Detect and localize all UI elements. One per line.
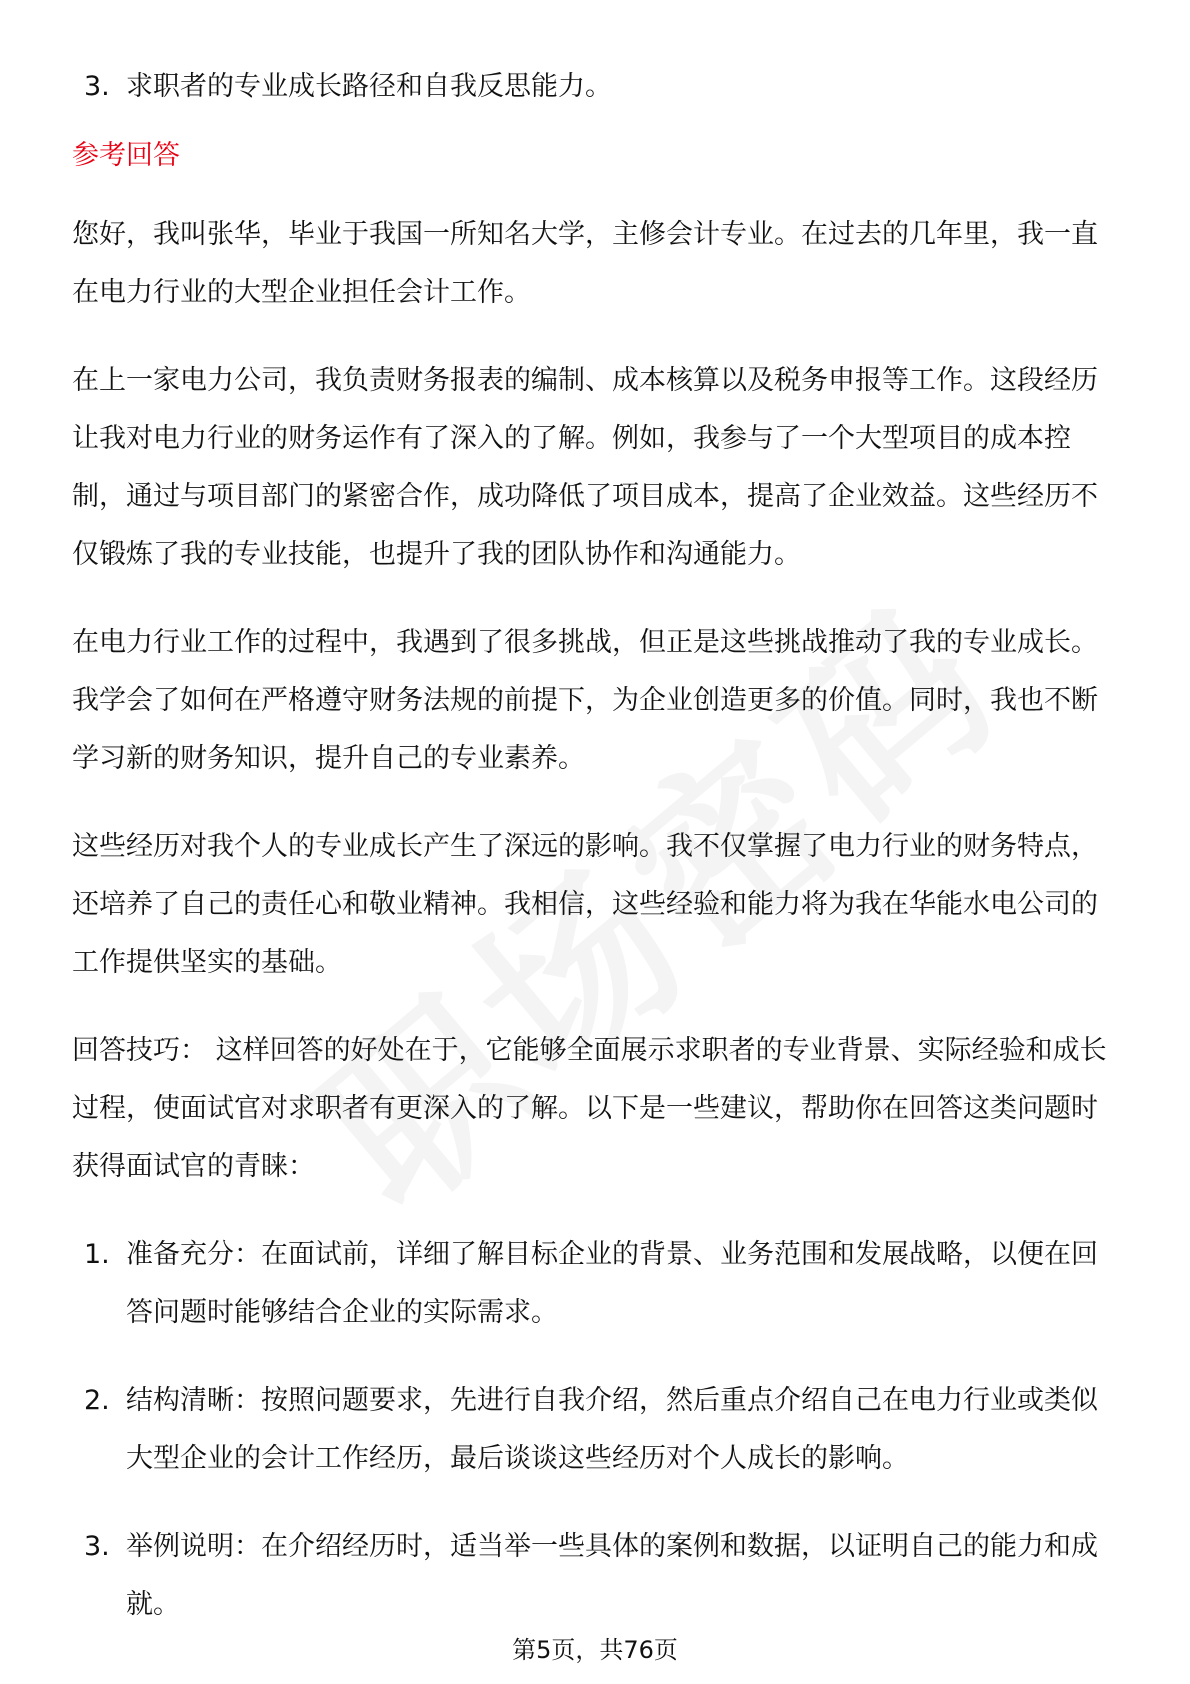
list-text: 准备充分：在面试前，详细了解目标企业的背景、业务范围和发展战略，以便在回答问题时能够结合企业的实际需求。 <box>126 1239 1098 1328</box>
list-text: 结构清晰：按照问题要求，先进行自我介绍，然后重点介绍自己在电力行业或类似大型企业的会计工作经历，最后谈谈这些经历对个人成长的影响。 <box>126 1385 1098 1474</box>
page-footer: 第5页，共76页 <box>512 1636 678 1664</box>
paragraph-intro: 您好，我叫张华，毕业于我国一所知名大学，主修会计专业。在过去的几年里，我一直在电力行业的大型企业担任会计工作。 <box>72 219 1098 308</box>
list-number: 3. <box>84 1531 110 1562</box>
paragraph-tips-intro: 回答技巧： 这样回答的好处在于，它能够全面展示求职者的专业背景、实际经验和成长过程，使面试官对求职者有更深入的了解。以下是一些建议，帮助你在回答这类问题时获得面试官的青睐： <box>72 1035 1107 1182</box>
list-number: 3. <box>84 71 110 102</box>
paragraph-challenges: 在电力行业工作的过程中，我遇到了很多挑战，但正是这些挑战推动了我的专业成长。我学会了如何在严格遵守财务法规的前提下，为企业创造更多的价值。同时，我也不断学习新的财务知识，提升自己的专业素养。 <box>72 627 1098 774</box>
tip-item-3 <box>72 1518 1122 1634</box>
tips-list <box>72 1226 1122 1634</box>
paragraph-impact: 这些经历对我个人的专业成长产生了深远的影响。我不仅掌握了电力行业的财务特点，还培养了自己的责任心和敬业精神。我相信，这些经验和能力将为我在华能水电公司的工作提供坚实的基础。 <box>72 831 1098 978</box>
list-item-top <box>72 58 1122 116</box>
list-number: 2. <box>84 1385 110 1416</box>
page-content <box>72 58 1122 1634</box>
paragraph-experience: 在上一家电力公司，我负责财务报表的编制、成本核算以及税务申报等工作。这段经历让我对电力行业的财务运作有了深入的了解。例如，我参与了一个大型项目的成本控制，通过与项目部门的紧密合作，成功降低了项目成本，提高了企业效益。这些经历不仅锻炼了我的专业技能，也提升了我的团队协作和沟通能力。 <box>72 365 1098 570</box>
section-heading: 参考回答 <box>72 140 180 171</box>
tip-item-2 <box>72 1372 1122 1488</box>
list-number: 1. <box>84 1239 110 1270</box>
list-text: 举例说明：在介绍经历时，适当举一些具体的案例和数据，以证明自己的能力和成就。 <box>126 1531 1098 1620</box>
tip-item-1 <box>72 1226 1122 1342</box>
list-text: 求职者的专业成长路径和自我反思能力。 <box>126 71 612 102</box>
